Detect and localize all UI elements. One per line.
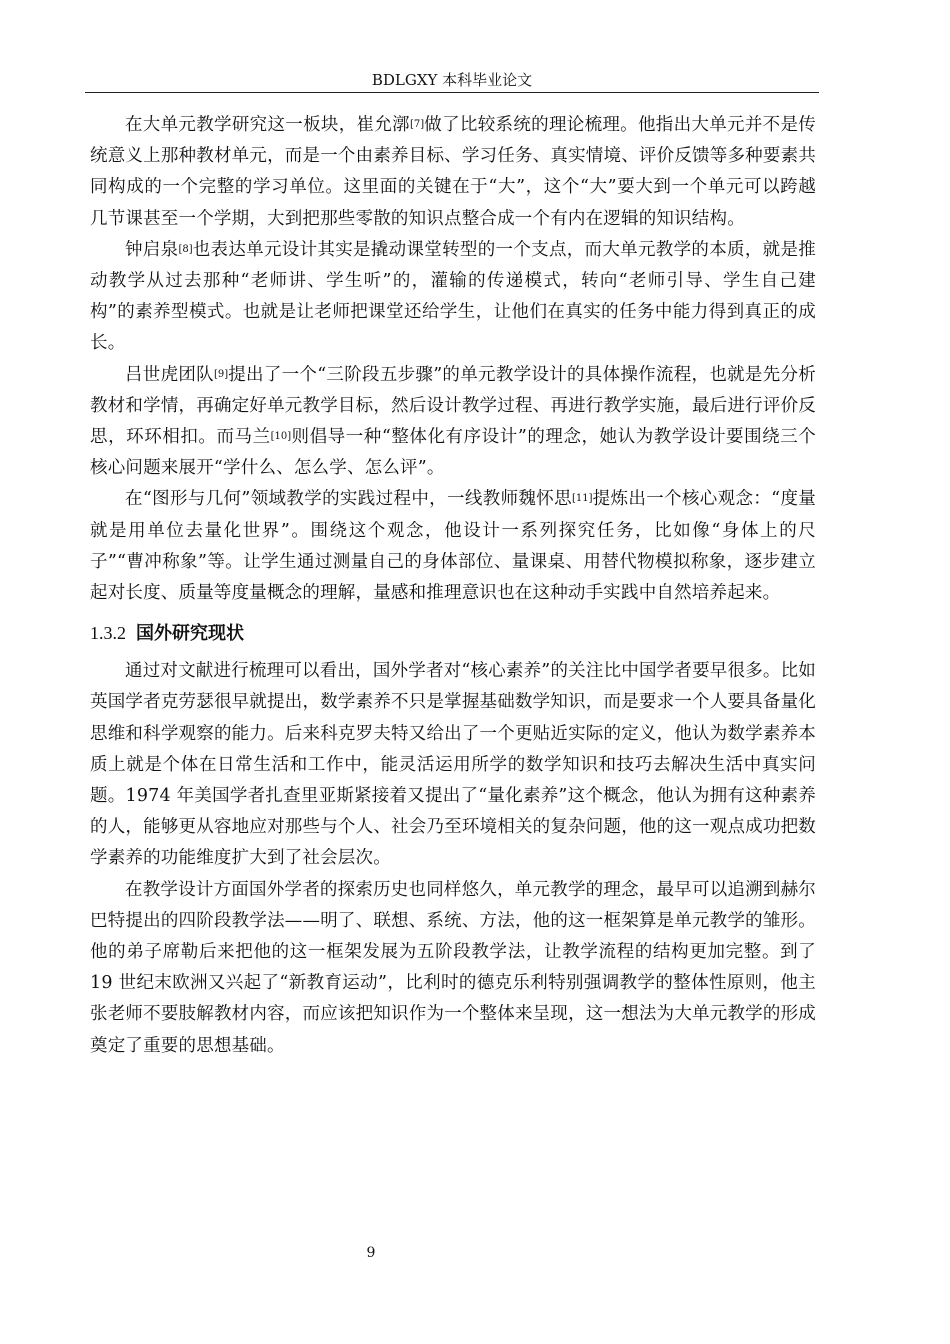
header-rule [85,92,819,93]
paragraph: 钟启泉[8]也表达单元设计其实是撬动课堂转型的一个支点，而大单元教学的本质，就是推动教学从过去那种“老师讲、学生听”的，灌输的传递模式，转向“老师引导、学生自己建构”的素养型模式。也就是让老师把课堂还给学生，让他们在真实的任务中能力得到真正的成长。 [90,239,816,354]
paragraph: 在大单元教学研究这一板块，崔允漷[7]做了比较系统的理论梳理。他指出大单元并不是传统意义上那种教材单元，而是一个由素养目标、学习任务、真实情境、评价反馈等多种要素共同构成的一个完整的学习单位。这里面的关键在于“大”，这个“大”要大到一个单元可以跨越几节课甚至一个学期，大到把那些零散的知识点整合成一个有内在逻辑的知识结构。 [90,115,816,229]
section-heading [90,617,816,650]
section-number: 1.3.2 [90,623,126,644]
citation[interactable]: [7] [409,119,425,130]
citation[interactable]: [8] [178,243,193,255]
section-title: 国外研究现状 [136,623,244,645]
paragraph: 吕世虎团队[9]提出了一个“三阶段五步骤”的单元教学设计的具体操作流程，也就是先分析教材和学情，再确定好单元教学目标，然后设计教学过程、再进行教学实施，最后进行评价反思，环环相扣。而马兰[10]则倡导一种“整体化有序设计”的理念，她认为教学设计要围绕三个核心问题来展开“学什么、怎么学、怎么评”。 [90,364,816,479]
citation[interactable]: [9] [213,368,229,380]
document-body [90,110,816,1062]
citation[interactable]: [10] [270,431,292,443]
citation[interactable]: [11] [571,493,593,505]
running-header: BDLGXY 本科毕业论文 [371,71,533,89]
paragraph: 通过对文献进行梳理可以看出，国外学者对“核心素养”的关注比中国学者要早很多。比如英国学者克劳瑟很早就提出，数学素养不只是掌握基础数学知识，而是要求一个人要具备量化思维和科学观察的能力。后来科克罗夫特又给出了一个更贴近实际的定义，他认为数学素养本质上就是个体在日常生活和工作中，能灵活运用所学的数学知识和技巧去解决生活中真实问题。1974 年美国学者扎查里亚斯紧接着又提出了“量化素养”这个概念，他认为拥有这种素养的人，能够更从容地应对那些与个人、社会乃至环境相关的复杂问题，他的这一观点成功把数学素养的功能维度扩大到了社会层次。 [90,661,816,869]
paragraph: 在教学设计方面国外学者的探索历史也同样悠久，单元教学的理念，最早可以追溯到赫尔巴特提出的四阶段教学法——明了、联想、系统、方法，他的这一框架算是单元教学的雏形。他的弟子席勒后来把他的这一框架发展为五阶段教学法，让教学流程的结构更加完整。到了 19 世纪末欧洲又兴起了“新教育运动”，比利时的德克乐利特别强调教学的整体性原则，他主张老师不要肢解教材内容，而应该把知识作为一个整体来呈现，这一想法为大单元教学的形成奠定了重要的思想基础。 [90,879,816,1056]
page-number: 9 [366,1245,376,1261]
paragraph: 在“图形与几何”领域教学的实践过程中，一线教师魏怀思[11]提炼出一个核心观念：“度量就是用单位去量化世界”。围绕这个观念，他设计一系列探究任务，比如像“身体上的尺子”“曹冲称象”等。让学生通过测量自己的身体部位、量课桌、用替代物模拟称象，逐步建立起对长度、质量等度量概念的理解，量感和推理意识也在这种动手实践中自然培养起来。 [90,489,817,604]
